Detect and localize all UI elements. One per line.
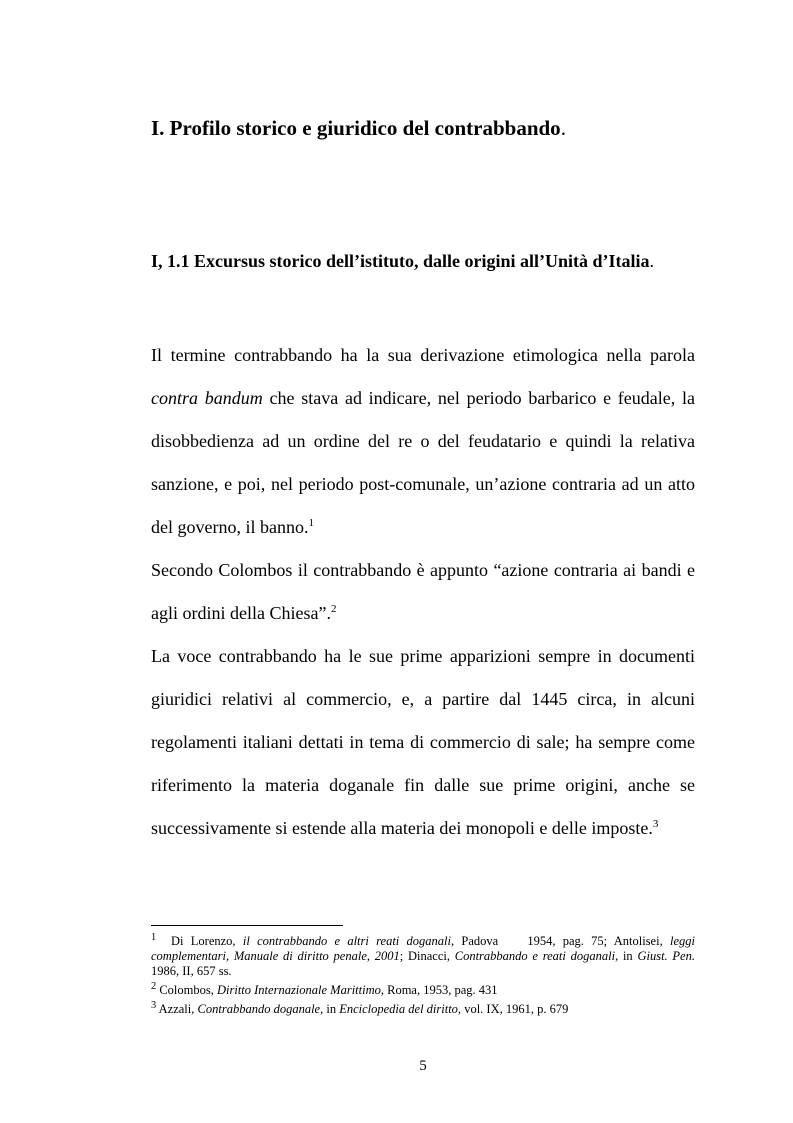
paragraph-2 bbox=[151, 549, 695, 635]
footnote-1-italic-b: il contrabbando e altri reati doganali, bbox=[242, 934, 455, 949]
section-heading bbox=[151, 251, 654, 272]
paragraph-1-text-b: che stava ad indicare, nel periodo barbarico e feudale, la disobbedienza ad un ordine del re o del feudatario e quindi la relativa sanzione, e poi, nel periodo post-comunale, un’azione contraria ad un atto del governo, il banno. bbox=[151, 388, 695, 537]
footnote-1-text-e: ; Dinacci, bbox=[399, 949, 455, 964]
footnote-ref-1: 1 bbox=[308, 517, 314, 529]
footnote-1 bbox=[151, 930, 695, 979]
footnote-3-text-e: vol. IX, 1961, p. 679 bbox=[461, 1002, 569, 1017]
body-text bbox=[151, 334, 695, 850]
footnote-2-italic-b: Diritto Internazionale Marittimo, bbox=[216, 983, 384, 998]
footnote-1-text-i: 1986, II, 657 ss. bbox=[151, 964, 232, 979]
footnote-ref-2: 2 bbox=[330, 603, 337, 615]
page-number: 5 bbox=[419, 1058, 427, 1074]
section-heading-punct: . bbox=[649, 251, 655, 271]
footnote-1-text-g: in bbox=[618, 949, 638, 964]
footnote-1-marker bbox=[151, 930, 171, 949]
footnote-1-number: 1 bbox=[151, 932, 157, 943]
footnote-3-text-a: Azzali, bbox=[156, 1002, 198, 1017]
footnote-3 bbox=[151, 998, 695, 1017]
paragraph-2-text: Secondo Colombos il contrabbando è appunto “azione contraria ai bandi e agli ordini della Chiesa”. bbox=[151, 560, 695, 623]
footnote-3-text-c: in bbox=[323, 1002, 340, 1017]
footnote-2-text-c: Roma, 1953, pag. 431 bbox=[384, 983, 498, 998]
footnotes bbox=[151, 930, 695, 1017]
footnote-ref-3: 3 bbox=[652, 818, 659, 830]
paragraph-1-italic: contra bandum bbox=[151, 388, 263, 408]
paragraph-1-text-a: Il termine contrabbando ha la sua derivazione etimologica nella parola bbox=[151, 345, 695, 365]
chapter-heading-punct: . bbox=[560, 116, 566, 140]
paragraph-3 bbox=[151, 635, 695, 850]
footnote-3-italic-b: Contrabbando doganale, bbox=[197, 1002, 324, 1017]
footnote-1-text-c: Padova 1954, pag. 75; Antolisei, bbox=[454, 934, 670, 949]
chapter-heading bbox=[151, 116, 566, 141]
paragraph-1 bbox=[151, 334, 695, 549]
section-heading-text: I, 1.1 Excursus storico dell’istituto, dalle origini all’Unità d’Italia bbox=[151, 251, 650, 271]
footnote-2-text-a: Colombos, bbox=[156, 983, 217, 998]
footnote-separator bbox=[151, 925, 343, 926]
footnote-1-italic-f: Contrabbando e reati doganali, bbox=[454, 949, 619, 964]
footnote-2-number: 2 bbox=[151, 981, 157, 993]
chapter-heading-text: I. Profilo storico e giuridico del contrabbando bbox=[151, 116, 561, 140]
paragraph-3-text: La voce contrabbando ha le sue prime apparizioni sempre in documenti giuridici relativi al commercio, e, a partire dal 1445 circa, in alcuni regolamenti italiani dettati in tema di commercio di sale; ha sempre come riferimento la materia doganale fin dalle sue prime origini, anche se successivamente si estende alla materia dei monopoli e delle imposte. bbox=[151, 646, 695, 838]
footnote-1-italic-d: leggi complementari, Manuale di diritto penale, 2001 bbox=[151, 934, 695, 964]
footnote-3-number: 3 bbox=[151, 1000, 157, 1012]
footnote-1-text-a: Di Lorenzo, bbox=[171, 934, 243, 949]
footnote-2 bbox=[151, 979, 695, 998]
footnote-3-italic-d: Enciclopedia del diritto, bbox=[339, 1002, 462, 1017]
footnote-1-italic-h: Giust. Pen. bbox=[637, 949, 695, 964]
